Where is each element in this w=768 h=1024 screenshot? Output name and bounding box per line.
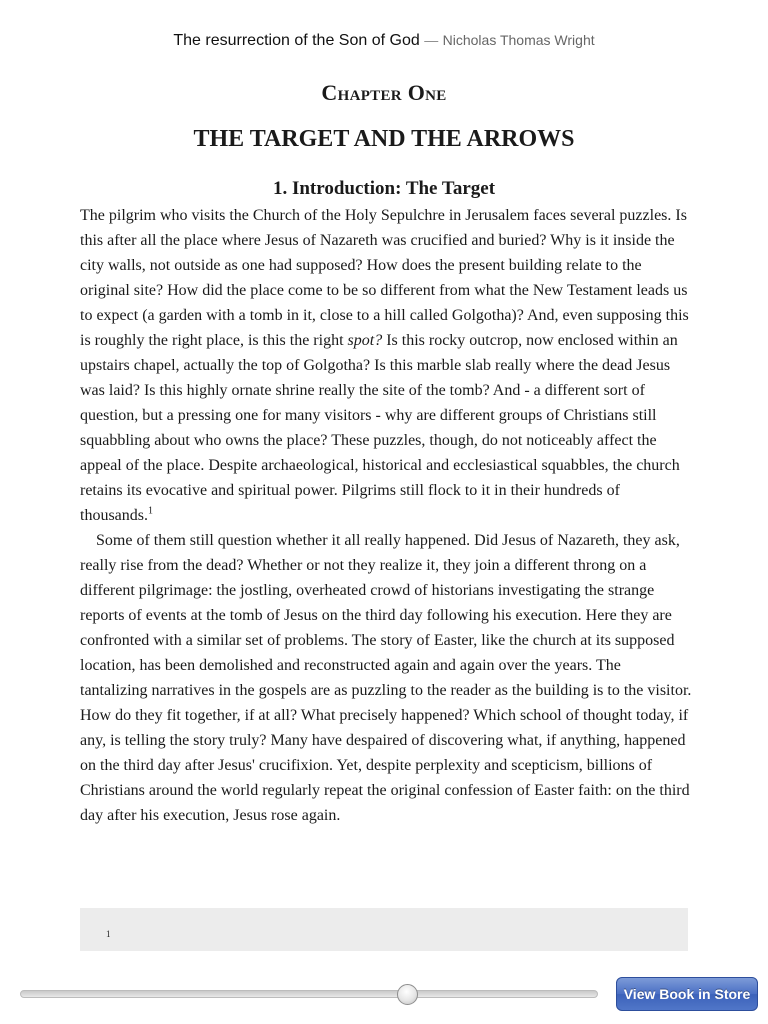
book-title: The resurrection of the Son of God (173, 32, 420, 49)
book-header (0, 32, 768, 50)
section-title: 1. Introduction: The Target (272, 178, 496, 199)
footnote-reference-link[interactable]: 1 (148, 505, 153, 517)
page-body-text (80, 203, 692, 828)
footnote-area (80, 908, 688, 951)
view-book-in-store-button[interactable]: View Book in Store (616, 977, 758, 1011)
paragraph-1-text-a: The pilgrim who visits the Church of the Holy Sepulchre in Jerusalem faces several puzzles. Is this after all the place where Jesus of Nazareth was crucified and buried? Why is it inside the city walls, not outside as one had supposed? How does the present building relate to the original site? How did the place come to be so different from what the New Testament leads us to expect (a garden with a tomb in it, close to a hill called Golgotha)? And, even supposing this is roughly the right place, is this the right (80, 207, 689, 349)
header-separator: — (424, 32, 439, 48)
chapter-number: Chapter One (321, 80, 447, 105)
paragraph-2: Some of them still question whether it all really happened. Did Jesus of Nazareth, they ask, really rise from the dead? Whether or not they realize it, they join a different throng on a different pilgrimage: the jostling, overheated crowd of historians investigating the strange reports of events at the tomb of Jesus on the third day following his execution. Here they are confronted with a similar set of problems. The story of Easter, like the church at its supposed location, has been demolished and reconstructed again and again over the years. The tantalizing narratives in the gospels are as puzzling to the reader as the building is to the visitor. How do they fit together, if at all? What precisely happened? Which school of thought today, if any, is telling the story truly? Many have despaired of discovering what, if anything, happened on the third day after Jesus' crucifixion. Yet, despite perplexity and scepticism, billions of Christians around the world regularly repeat the original confession of Easter faith: on the third day after his execution, Jesus rose again. (80, 532, 692, 824)
page-scrubber-thumb[interactable] (397, 984, 418, 1005)
paragraph-1-text-b: Is this rocky outcrop, now enclosed within an upstairs chapel, actually the top of Golgotha? Is this marble slab really where the dead Jesus was laid? Is this highly ornate shrine really the site of the tomb? And - a different sort of question, but a pressing one for many visitors - why are different groups of Christians still squabbling about who owns the place? These puzzles, though, do not noticeably affect the appeal of the place. Despite archaeological, historical and ecclesiastical squabbles, the church retains its evocative and spiritual power. Pilgrims still flock to it in their hundreds of thousands. (80, 332, 680, 524)
book-author: Nicholas Thomas Wright (442, 32, 595, 48)
paragraph-1-italic: spot? (347, 332, 383, 349)
paragraph-1 (80, 203, 692, 528)
chapter-title: THE TARGET AND THE ARROWS (193, 126, 575, 152)
page-scrubber-track[interactable] (20, 990, 598, 998)
footnote-marker: 1 (106, 929, 111, 939)
